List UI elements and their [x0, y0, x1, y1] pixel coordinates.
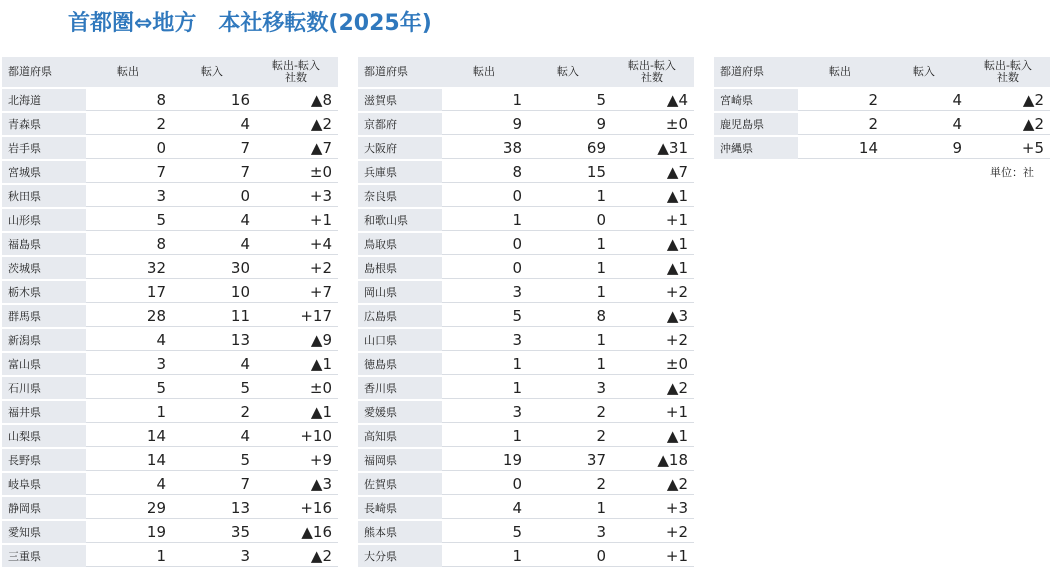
- table-row: [2, 305, 338, 327]
- outflow-cell: 2: [868, 115, 878, 133]
- prefecture-cell: 宮崎県: [714, 89, 798, 111]
- outflow-cell: 0: [512, 475, 522, 493]
- inflow-cell: 4: [952, 91, 962, 109]
- outflow-cell: 0: [512, 235, 522, 253]
- outflow-cell: 3: [512, 283, 522, 301]
- inflow-cell: 5: [596, 91, 606, 109]
- net-cell: ±0: [665, 115, 688, 133]
- prefecture-cell: 大分県: [358, 545, 442, 567]
- prefecture-cell: 山形県: [2, 209, 86, 231]
- table-row: [2, 353, 338, 375]
- inflow-cell: 2: [240, 403, 250, 421]
- outflow-cell: 1: [512, 547, 522, 565]
- outflow-cell: 3: [156, 187, 166, 205]
- net-cell: ±0: [309, 163, 332, 181]
- outflow-cell: 9: [512, 115, 522, 133]
- prefecture-cell: 沖縄県: [714, 137, 798, 159]
- prefecture-cell: 福岡県: [358, 449, 442, 471]
- prefecture-cell: 奈良県: [358, 185, 442, 207]
- inflow-cell: 0: [596, 211, 606, 229]
- net-cell: +2: [309, 259, 332, 277]
- outflow-cell: 8: [156, 91, 166, 109]
- prefecture-cell: 秋田県: [2, 185, 86, 207]
- outflow-cell: 17: [146, 283, 166, 301]
- table-row: [2, 473, 338, 495]
- prefecture-cell: 岐阜県: [2, 473, 86, 495]
- prefecture-cell: 和歌山県: [358, 209, 442, 231]
- net-cell: +5: [1021, 139, 1044, 157]
- net-cell: ▲1: [666, 187, 688, 205]
- prefecture-cell: 長崎県: [358, 497, 442, 519]
- outflow-cell: 5: [512, 307, 522, 325]
- outflow-cell: 1: [512, 211, 522, 229]
- net-cell: +17: [300, 307, 332, 325]
- prefecture-cell: 島根県: [358, 257, 442, 279]
- inflow-cell: 3: [240, 547, 250, 565]
- table-row: [2, 497, 338, 519]
- inflow-cell: 5: [240, 379, 250, 397]
- header-net-line1: 転出-転入: [628, 59, 676, 72]
- outflow-cell: 5: [512, 523, 522, 541]
- prefecture-cell: 富山県: [2, 353, 86, 375]
- header-prefecture: 都道府県: [358, 57, 442, 87]
- header-net-line1: 転出-転入: [272, 59, 320, 72]
- header-net-line2: 社数: [997, 71, 1019, 84]
- table-row: [2, 161, 338, 183]
- net-cell: ▲9: [310, 331, 332, 349]
- net-cell: +3: [309, 187, 332, 205]
- outflow-cell: 2: [156, 115, 166, 133]
- net-cell: ▲2: [310, 547, 332, 565]
- net-cell: +3: [665, 499, 688, 517]
- header-net-line2: 社数: [285, 71, 307, 84]
- net-cell: ▲3: [310, 475, 332, 493]
- outflow-cell: 3: [512, 403, 522, 421]
- table-row: [358, 329, 694, 351]
- net-cell: ±0: [309, 379, 332, 397]
- outflow-cell: 4: [156, 331, 166, 349]
- outflow-cell: 14: [858, 139, 878, 157]
- prefecture-cell: 鳥取県: [358, 233, 442, 255]
- inflow-cell: 7: [240, 475, 250, 493]
- net-cell: +2: [665, 283, 688, 301]
- net-cell: +4: [309, 235, 332, 253]
- outflow-cell: 32: [146, 259, 166, 277]
- net-cell: +1: [309, 211, 332, 229]
- prefecture-cell: 愛知県: [2, 521, 86, 543]
- inflow-cell: 7: [240, 163, 250, 181]
- table-row: [358, 353, 694, 375]
- net-cell: ▲31: [657, 139, 688, 157]
- outflow-cell: 28: [146, 307, 166, 325]
- table-row: [358, 305, 694, 327]
- net-cell: ▲7: [310, 139, 332, 157]
- prefecture-cell: 熊本県: [358, 521, 442, 543]
- net-cell: ▲4: [666, 91, 688, 109]
- outflow-cell: 14: [146, 427, 166, 445]
- inflow-cell: 1: [596, 331, 606, 349]
- table-row: [358, 473, 694, 495]
- inflow-cell: 16: [230, 91, 250, 109]
- table-row: [2, 281, 338, 303]
- inflow-cell: 9: [596, 115, 606, 133]
- table-row: [2, 521, 338, 543]
- outflow-cell: 4: [512, 499, 522, 517]
- table-row: [714, 89, 1050, 111]
- inflow-cell: 15: [586, 163, 606, 181]
- prefecture-cell: 鹿児島県: [714, 113, 798, 135]
- inflow-cell: 4: [240, 211, 250, 229]
- table-row: [358, 425, 694, 447]
- table-row: [358, 137, 694, 159]
- table-row: [2, 257, 338, 279]
- outflow-cell: 0: [512, 187, 522, 205]
- header-net-line1: 転出-転入: [984, 59, 1032, 72]
- inflow-cell: 3: [596, 379, 606, 397]
- inflow-cell: 1: [596, 259, 606, 277]
- net-cell: ▲2: [1022, 91, 1044, 109]
- outflow-cell: 19: [146, 523, 166, 541]
- net-cell: ▲2: [310, 115, 332, 133]
- inflow-cell: 0: [240, 187, 250, 205]
- table-row: [714, 113, 1050, 135]
- outflow-cell: 8: [512, 163, 522, 181]
- table-row: [2, 545, 338, 567]
- relocation-table-south: [714, 55, 1050, 161]
- prefecture-cell: 長野県: [2, 449, 86, 471]
- net-cell: +9: [309, 451, 332, 469]
- inflow-cell: 4: [240, 355, 250, 373]
- inflow-cell: 9: [952, 139, 962, 157]
- table-row: [2, 449, 338, 471]
- inflow-cell: 1: [596, 235, 606, 253]
- net-cell: ▲3: [666, 307, 688, 325]
- table-row: [358, 209, 694, 231]
- table-header-row: [358, 57, 694, 87]
- table-row: [358, 233, 694, 255]
- inflow-cell: 5: [240, 451, 250, 469]
- net-cell: +1: [665, 547, 688, 565]
- table-row: [358, 113, 694, 135]
- page-title: 首都圏⇔地方 本社移転数(2025年): [68, 11, 432, 36]
- net-cell: ▲16: [301, 523, 332, 541]
- header-net: [254, 57, 338, 87]
- prefecture-cell: 福井県: [2, 401, 86, 423]
- outflow-cell: 14: [146, 451, 166, 469]
- net-cell: ▲1: [666, 235, 688, 253]
- table-row: [2, 329, 338, 351]
- inflow-cell: 4: [240, 235, 250, 253]
- inflow-cell: 1: [596, 355, 606, 373]
- table-row: [358, 521, 694, 543]
- prefecture-cell: 群馬県: [2, 305, 86, 327]
- prefecture-cell: 青森県: [2, 113, 86, 135]
- prefecture-cell: 大阪府: [358, 137, 442, 159]
- inflow-cell: 1: [596, 187, 606, 205]
- header-outflow: 転出: [442, 57, 526, 87]
- net-cell: ▲2: [666, 475, 688, 493]
- header-net: [966, 57, 1050, 87]
- inflow-cell: 13: [230, 331, 250, 349]
- outflow-cell: 1: [156, 403, 166, 421]
- unit-note: 単位：社: [990, 166, 1034, 179]
- outflow-cell: 5: [156, 379, 166, 397]
- net-cell: ▲18: [657, 451, 688, 469]
- outflow-cell: 1: [512, 91, 522, 109]
- inflow-cell: 2: [596, 403, 606, 421]
- outflow-cell: 38: [502, 139, 522, 157]
- outflow-cell: 2: [868, 91, 878, 109]
- header-outflow: 転出: [798, 57, 882, 87]
- prefecture-cell: 山口県: [358, 329, 442, 351]
- outflow-cell: 5: [156, 211, 166, 229]
- table-row: [2, 233, 338, 255]
- prefecture-cell: 徳島県: [358, 353, 442, 375]
- outflow-cell: 8: [156, 235, 166, 253]
- prefecture-cell: 山梨県: [2, 425, 86, 447]
- inflow-cell: 8: [596, 307, 606, 325]
- header-inflow: 転入: [526, 57, 610, 87]
- table-row: [714, 137, 1050, 159]
- table-row: [2, 137, 338, 159]
- inflow-cell: 11: [230, 307, 250, 325]
- table-row: [358, 89, 694, 111]
- prefecture-cell: 京都府: [358, 113, 442, 135]
- net-cell: +10: [300, 427, 332, 445]
- inflow-cell: 1: [596, 283, 606, 301]
- table-row: [2, 89, 338, 111]
- prefecture-cell: 三重県: [2, 545, 86, 567]
- net-cell: ▲1: [666, 259, 688, 277]
- net-cell: ▲1: [310, 355, 332, 373]
- relocation-table-west: [358, 55, 694, 569]
- prefecture-cell: 新潟県: [2, 329, 86, 351]
- outflow-cell: 7: [156, 163, 166, 181]
- outflow-cell: 19: [502, 451, 522, 469]
- header-inflow: 転入: [882, 57, 966, 87]
- outflow-cell: 0: [156, 139, 166, 157]
- table-row: [358, 281, 694, 303]
- table-row: [2, 401, 338, 423]
- inflow-cell: 10: [230, 283, 250, 301]
- inflow-cell: 69: [586, 139, 606, 157]
- prefecture-cell: 滋賀県: [358, 89, 442, 111]
- outflow-cell: 3: [512, 331, 522, 349]
- prefecture-cell: 栃木県: [2, 281, 86, 303]
- inflow-cell: 4: [240, 115, 250, 133]
- header-outflow: 転出: [86, 57, 170, 87]
- prefecture-cell: 佐賀県: [358, 473, 442, 495]
- prefecture-cell: 宮城県: [2, 161, 86, 183]
- net-cell: +2: [665, 331, 688, 349]
- net-cell: +1: [665, 403, 688, 421]
- outflow-cell: 1: [512, 355, 522, 373]
- net-cell: ▲1: [666, 427, 688, 445]
- inflow-cell: 30: [230, 259, 250, 277]
- inflow-cell: 0: [596, 547, 606, 565]
- table-row: [358, 545, 694, 567]
- header-prefecture: 都道府県: [714, 57, 798, 87]
- net-cell: +2: [665, 523, 688, 541]
- outflow-cell: 1: [512, 379, 522, 397]
- outflow-cell: 3: [156, 355, 166, 373]
- net-cell: +1: [665, 211, 688, 229]
- table-header-row: [2, 57, 338, 87]
- net-cell: ▲7: [666, 163, 688, 181]
- inflow-cell: 7: [240, 139, 250, 157]
- prefecture-cell: 福島県: [2, 233, 86, 255]
- outflow-cell: 1: [156, 547, 166, 565]
- header-inflow: 転入: [170, 57, 254, 87]
- inflow-cell: 35: [230, 523, 250, 541]
- net-cell: ▲8: [310, 91, 332, 109]
- prefecture-cell: 高知県: [358, 425, 442, 447]
- inflow-cell: 1: [596, 499, 606, 517]
- prefecture-cell: 兵庫県: [358, 161, 442, 183]
- inflow-cell: 3: [596, 523, 606, 541]
- outflow-cell: 4: [156, 475, 166, 493]
- inflow-cell: 4: [240, 427, 250, 445]
- header-net: [610, 57, 694, 87]
- relocation-table-east: [2, 55, 338, 569]
- prefecture-cell: 石川県: [2, 377, 86, 399]
- header-prefecture: 都道府県: [2, 57, 86, 87]
- net-cell: ±0: [665, 355, 688, 373]
- outflow-cell: 0: [512, 259, 522, 277]
- table-row: [2, 377, 338, 399]
- table-row: [2, 185, 338, 207]
- table-row: [358, 497, 694, 519]
- outflow-cell: 29: [146, 499, 166, 517]
- prefecture-cell: 北海道: [2, 89, 86, 111]
- table-row: [358, 401, 694, 423]
- inflow-cell: 37: [586, 451, 606, 469]
- inflow-cell: 2: [596, 427, 606, 445]
- table-row: [2, 113, 338, 135]
- prefecture-cell: 静岡県: [2, 497, 86, 519]
- header-net-line2: 社数: [641, 71, 663, 84]
- table-row: [358, 449, 694, 471]
- table-row: [358, 257, 694, 279]
- prefecture-cell: 広島県: [358, 305, 442, 327]
- prefecture-cell: 香川県: [358, 377, 442, 399]
- table-row: [358, 185, 694, 207]
- table-row: [2, 209, 338, 231]
- inflow-cell: 4: [952, 115, 962, 133]
- inflow-cell: 2: [596, 475, 606, 493]
- table-row: [358, 377, 694, 399]
- prefecture-cell: 岩手県: [2, 137, 86, 159]
- prefecture-cell: 岡山県: [358, 281, 442, 303]
- prefecture-cell: 茨城県: [2, 257, 86, 279]
- net-cell: +16: [300, 499, 332, 517]
- outflow-cell: 1: [512, 427, 522, 445]
- net-cell: ▲2: [666, 379, 688, 397]
- inflow-cell: 13: [230, 499, 250, 517]
- table-header-row: [714, 57, 1050, 87]
- table-row: [2, 425, 338, 447]
- prefecture-cell: 愛媛県: [358, 401, 442, 423]
- table-row: [358, 161, 694, 183]
- net-cell: ▲2: [1022, 115, 1044, 133]
- net-cell: ▲1: [310, 403, 332, 421]
- net-cell: +7: [309, 283, 332, 301]
